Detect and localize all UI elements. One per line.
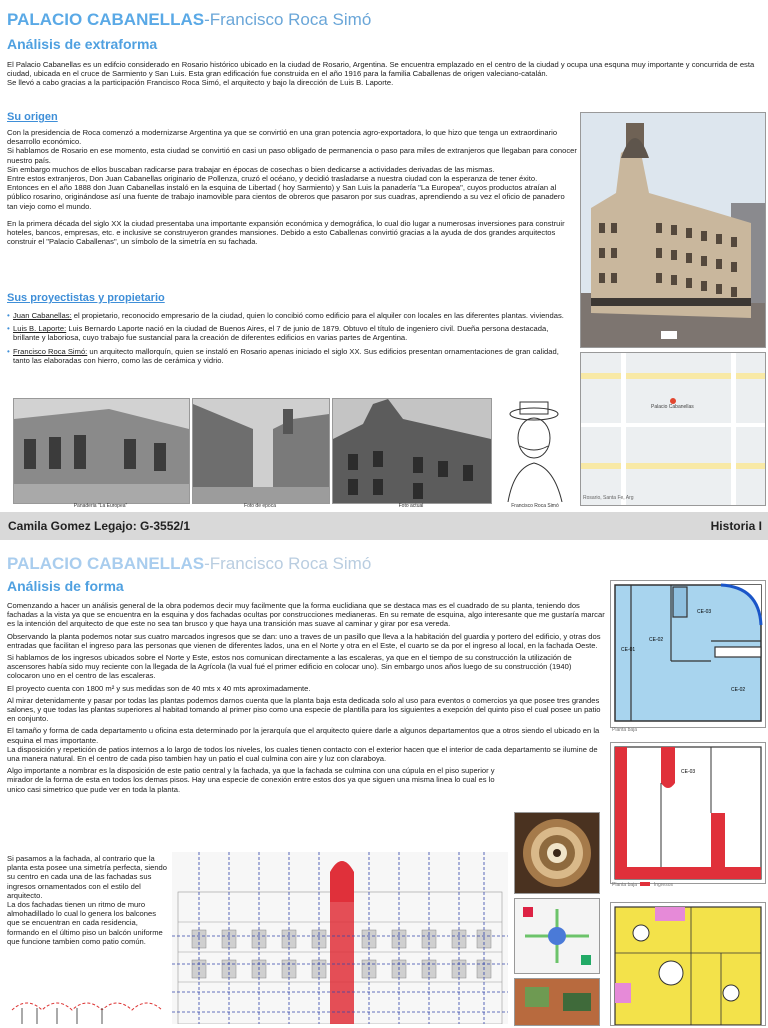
person-text: el propietario, reconocido empresario de la ciudad, quien lo concibió como edificio para el alquiler con locales en las diferentes plantas. viviendas.	[71, 311, 564, 320]
map-caption: Rosario, Santa Fe, Arg	[583, 495, 634, 501]
fachada-para: La dos fachadas tienen un ritmo de muro almohadillado lo cual lo genera los balcones que se encuentran en cada residencia, formando en el último piso un balcón uniforme que funcione tambien como patio común.	[7, 900, 163, 946]
person-name: Juan Cabanellas:	[13, 311, 72, 320]
person-text: Luis Bernardo Laporte nació en la ciudad de Buenos Aires, el 7 de junio de 1879. Obtuvo el título de ingeniero civil. Dueña persona destacada, brillante y laboriosa, cuyo trabajo fue sustancial para la creación de diferentes edificios en varias partes de Argentina.	[13, 324, 549, 343]
origen-para: Entre estos extranjeros, Don Juan Cabanellas originario de Pollenza, cruzó el océano, y decidió trasladarse a nuestra ciudad con la esperanza de tener éxito.	[7, 174, 538, 184]
legend-label: Ingresos	[653, 882, 673, 888]
plan-caption: Planta baja	[612, 727, 638, 733]
person-name: Luis B. Laporte:	[13, 324, 67, 334]
proy-list	[7, 311, 573, 365]
caption: Foto actual	[398, 503, 424, 509]
page2-title	[7, 554, 371, 574]
entries-plan	[610, 742, 766, 884]
forma-para: La disposición y repetición de patios internos a lo largo de todos los niveles, los cuales tienen contacto con el exterior hacen que el interior de cada departamento se ilumine de una manera natural. En el centro de cada piso tambien hay un patio el cual culmina con aire y luz con claraboya.	[7, 744, 598, 764]
list-item: • Luis B. Laporte: Luis Bernardo Laporte nació en la ciudad de Buenos Aires, el 7 de junio de 1879. Obtuvo el título de ingeniero civil. Dueña persona destacada, brillante y laboriosa, cuyo trabajo fue sustancial para la creación de diferentes edificios en varias partes de Argentina.	[7, 324, 549, 343]
circulation-diagram	[514, 898, 600, 974]
forma-para: Si hablamos de los ingresos ubicados sobre el Norte y Este, estos nos comunican directamente a las escaleras, ya que en el tiempo de su construcción la utilización de ascensores había sido muy reciente con la llegada de la Agrícola (la vual fué el primer edificio en colocar uno). Sin embargo unos años luego de su construcción (1940) colocaron uno en el centro de las escaleras.	[7, 653, 572, 681]
forma-text	[7, 601, 605, 794]
course-name: Historia I	[710, 519, 762, 533]
location-map	[580, 352, 766, 506]
bakery-photo	[13, 398, 190, 504]
room-label: CE-02	[731, 687, 746, 693]
caption: Foto de epoca	[244, 503, 276, 509]
title-main: PALACIO CABANELLAS	[7, 10, 205, 29]
plan-caption	[612, 882, 673, 888]
fachada-para: Si pasamos a la fachada, al contrario que la planta esta posee una simetría perfecta, siendo su centro en cada una de las fachadas sus ingresos ornamentados con el estilo del arquitecto.	[7, 854, 167, 900]
intro-para: Se llevó a cabo gracias a la participación Francisco Roca Simó, el arquitecto y bajo la dirección de Luis B. Laporte.	[7, 78, 394, 88]
origen-para: Si hablamos de Rosario en ese momento, esta ciudad se convirtió en casi un paso obligado de permanencia o paso para miles de extranjeros que llegaban para conocer nuestro país.	[7, 146, 577, 165]
caption: Panaderia "La Europea"	[73, 503, 128, 509]
origen-text	[7, 128, 577, 246]
person-name: Francisco Roca Simó:	[13, 346, 88, 356]
legend-swatch	[640, 882, 650, 886]
footer-bar	[0, 512, 768, 540]
origen-para: Con la presidencia de Roca comenzó a modernizarse Argentina ya que se convirtió en una gran potencia agro-exportadora, lo que hizo que tenga un extraordinario desarrollo económico.	[7, 128, 558, 147]
rooftop-photo	[514, 978, 600, 1026]
staircase-photo	[514, 812, 600, 894]
forma-para: Observando la planta podemos notar sus cuatro marcados ingresos que se dan: uno a traves de un pasillo que lleva a la habitación del guardia y portero del edificio, y otras dos entradas que facilitan el ingreso para las personas que vienen de diferentes lados, una en el Norte y otra en el Este, el cuarto se da por el ingreso al local, en la fachada Oeste.	[7, 631, 601, 650]
room-label: CE-03	[697, 609, 712, 615]
forma-para: Al mirar detenidamente y pasar por todas las plantas podemos darnos cuenta que la planta baja esta dedicada solo al uso para eventos o comercios ya que posee tres grandes salones, y que todas las plantas superiores al habitad tomando al primer piso como una especie de plantilla para los siguientes a exepción del quinto piso el cual posee un patio en conjunto.	[7, 695, 601, 724]
origen-para: Sin embargo muchos de ellos buscaban radicarse para trabajar en épocas de cosechas o bien dedicarse a actividades derivadas de las mismas.	[7, 164, 495, 174]
origen-heading: Su origen	[7, 111, 58, 123]
current-photo	[332, 398, 492, 504]
portrait-drawing	[494, 398, 576, 502]
origen-para: En la primera década del siglo XX la ciudad presentaba una importante expansión económica y demográfica, lo cual dio lugar a numerosas inversiones para construir hoteles, bancos, empresas, etc. e inclusive se construyeron grandes mansiones. Debido a esto Caballenas convirtió gracias a la ayuda de dos grandes arquitectos construir el "Palacio Caballenas", un símbolo de la simetría en su fachada.	[7, 218, 565, 247]
forma-para: Comenzando a hacer un análisis general de la obra podemos decir muy facilmente que la forma euclidiana que se destaca mas es el cuadrado de su planta, teniendo dos fachadas a la vista ya que se encuentra en la esquina y dos fachadas ocultas por construcciones medianeras. En su remate de esquina, algo interesante que me gustaría marcar es la intención del arquitecto de que este no sea tan brusco y que haya una transición mas suave al caminar y girar por esa vereda.	[7, 601, 605, 629]
fachada-text	[7, 854, 167, 946]
list-item: • Juan Cabanellas: el propietario, reconocido empresario de la ciudad, quien lo concibió como edificio para el alquiler con locales en las diferentes plantas. viviendas.	[7, 311, 564, 320]
ground-floor-plan	[610, 580, 766, 728]
facade-drawing	[172, 852, 508, 1024]
title-main: PALACIO CABANELLAS	[7, 554, 205, 573]
arch-sketch	[7, 996, 167, 1024]
plan-caption-text: Planta baja	[612, 882, 638, 888]
title-sub: -Francisco Roca Simó	[204, 554, 372, 573]
page1-title	[7, 10, 371, 30]
building-photo	[580, 112, 766, 348]
origen-para: Entonces en el año 1888 don Juan Cabanellas instaló en la esquina de Libertad ( hoy Sarmiento) y San Luis la panadería "La Europea", cuyos productos atraían al público rosarino, originándose así una fuente de trabajo inamovible para cientos de obreros que pasaron por sus cuadras, aprendiendo a su vez el oficio de panadero tan viejo como el mundo.	[7, 183, 565, 211]
proy-heading: Sus proyectistas y propietario	[7, 292, 165, 304]
room-label: CE-03	[681, 769, 696, 775]
author-info: Camila Gomez Legajo: G-3552/1	[8, 519, 191, 533]
forma-para: El proyecto cuenta con 1800 m² y sus medidas son de 40 mts x 40 mts aproximadamente.	[7, 683, 311, 693]
map-label: Palacio Cabanellas	[651, 404, 694, 410]
title-sub: -Francisco Roca Simó	[204, 10, 372, 29]
room-label: CE-01	[621, 647, 636, 653]
typical-floor-plan	[610, 902, 766, 1026]
intro-para: El Palacio Cabanellas es un edifcio considerado en Rosario histórico ubicado en la ciudad de Rosario, Argentina. Se encuentra emplazado en el centro de la ciudad y ocupa una esquna muy importante y concurrida de esta ciudad, ubicada en el cruce de Sarmiento y San Luis. Esta gran edificación fue construida en el año 1916 para la familia Caballenas de origen valeciano-catalán.	[7, 60, 755, 79]
forma-para: Algo importante a nombrar es la disposición de este patio central y la fachada, ya que la fachada se culmina con una cúpula en el piso superior y mirador de la forma de esta en todos los demas pisos. Hay una especie de conexión entre estos dos ya que siguen una misma linea lo cual es lo unico casi simetrico que pude ver en toda la planta.	[7, 766, 495, 794]
intro-text	[7, 60, 759, 88]
person-text: un arquitecto mallorquín, quien se instaló en Rosario apenas iniciado el siglo XX. Sus edificios presentan ornamentaciones de gran calidad, tanto las elaboradas con hierro, como las de cerámica y vidrio.	[13, 346, 559, 365]
caption: Francisco Roca Simó	[511, 503, 559, 509]
period-photo	[192, 398, 330, 504]
forma-para: El tamaño y forma de cada departamento u oficina esta determinado por la jerarquía que el arquitecto quiere darle a algunos departamentos que a otros siendo el ubicado en la esquina el mas importante.	[7, 726, 600, 745]
section-heading: Análisis de forma	[7, 578, 124, 594]
room-label: CE-02	[649, 637, 664, 643]
section-heading: Análisis de extraforma	[7, 36, 158, 52]
list-item: • Francisco Roca Simó: un arquitecto mallorquín, quien se instaló en Rosario apenas iniciado el siglo XX. Sus edificios presentan ornamentaciones de gran calidad, tanto las elaboradas con hierro, como las de cerámica y vidrio.	[7, 346, 559, 365]
